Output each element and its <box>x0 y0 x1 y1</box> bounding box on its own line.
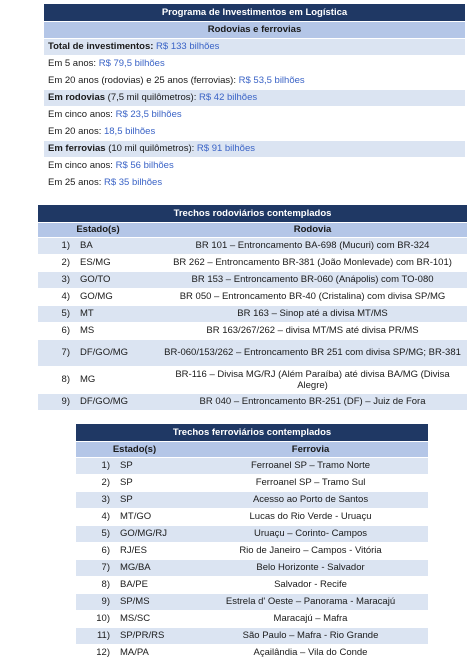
row-number: 12) <box>76 644 116 661</box>
five-years-label: Em 5 anos: <box>48 58 97 69</box>
roads-twenty-value: 18,5 bilhões <box>103 126 156 137</box>
rail-col-states: Estado(s) <box>76 441 193 457</box>
roads-table <box>38 205 467 411</box>
total-label: Total de investimentos: <box>48 41 154 52</box>
table-row <box>38 366 467 393</box>
row-number: 9) <box>76 593 116 610</box>
table-row <box>76 542 428 559</box>
row-states: SP <box>116 474 193 491</box>
table-row <box>38 322 467 339</box>
row-road: BR 163 – Sinop até a divisa MT/MS <box>158 305 467 322</box>
row-rail: Uruaçu – Corinto- Campos <box>193 525 428 542</box>
roads-five-value: R$ 23,5 bilhões <box>115 109 182 120</box>
table-row <box>38 305 467 322</box>
row-rail: Belo Horizonte - Salvador <box>193 559 428 576</box>
row-states: RJ/ES <box>116 542 193 559</box>
table-row <box>76 593 428 610</box>
table-row <box>38 393 467 410</box>
roads-value: R$ 42 bilhões <box>199 92 258 103</box>
table-row <box>38 254 467 271</box>
roads-col-road: Rodovia <box>158 222 467 237</box>
row-rail: Rio de Janeiro – Campos - Vitória <box>193 542 428 559</box>
investment-program-table <box>44 4 465 192</box>
row-states: SP <box>116 491 193 508</box>
table-row <box>76 508 428 525</box>
row-states: DF/GO/MG <box>76 339 158 366</box>
rail-col-rail: Ferrovia <box>193 441 428 457</box>
row-number: 11) <box>76 627 116 644</box>
rail-twentyfive-row <box>44 174 465 191</box>
row-states: GO/TO <box>76 271 158 288</box>
row-number: 4) <box>76 508 116 525</box>
row-states: SP/MS <box>116 593 193 610</box>
row-number: 2) <box>38 254 76 271</box>
row-number: 5) <box>38 305 76 322</box>
row-road: BR 040 – Entroncamento BR-251 (DF) – Juiz de Fora <box>158 393 467 410</box>
row-states: SP/PR/RS <box>116 627 193 644</box>
row-states: DF/GO/MG <box>76 393 158 410</box>
rail-label-rest: (10 mil quilômetros): <box>108 143 195 154</box>
row-states: GO/MG/RJ <box>116 525 193 542</box>
table-row <box>76 525 428 542</box>
row-number: 10) <box>76 610 116 627</box>
row-states: MT/GO <box>116 508 193 525</box>
row-number: 4) <box>38 288 76 305</box>
rail-five-value: R$ 56 bilhões <box>115 160 174 171</box>
table-row <box>76 627 428 644</box>
row-states: SP <box>116 457 193 474</box>
table-row <box>38 237 467 254</box>
table-row <box>38 271 467 288</box>
roads-twenty-row <box>44 123 465 140</box>
rail-twentyfive-label: Em 25 anos: <box>48 177 102 188</box>
rail-row <box>44 140 465 157</box>
row-number: 3) <box>38 271 76 288</box>
row-number: 3) <box>76 491 116 508</box>
table-row <box>76 457 428 474</box>
roads-label-rest: (7,5 mil quilômetros): <box>107 92 197 103</box>
row-road: BR 101 – Entroncamento BA-698 (Mucuri) com BR-324 <box>158 237 467 254</box>
rail-value: R$ 91 bilhões <box>196 143 256 154</box>
twenty-years-label: Em 20 anos (rodovias) e 25 anos (ferrovias): <box>48 75 236 86</box>
row-number: 2) <box>76 474 116 491</box>
table-row <box>76 610 428 627</box>
rail-five-row <box>44 157 465 174</box>
total-value: R$ 133 bilhões <box>156 41 220 52</box>
roads-five-label: Em cinco anos: <box>48 109 113 120</box>
row-rail: Açailândia – Vila do Conde <box>193 644 428 661</box>
row-states: MG <box>76 366 158 393</box>
row-states: MA/PA <box>116 644 193 661</box>
row-states: BA/PE <box>116 576 193 593</box>
program-subtitle: Rodovias e ferrovias <box>44 21 465 38</box>
row-road: BR-116 – Divisa MG/RJ (Além Paraíba) até divisa BA/MG (Divisa Alegre) <box>158 366 467 393</box>
row-number: 1) <box>38 237 76 254</box>
twenty-years-value: R$ 53,5 bilhões <box>238 75 305 86</box>
table-row <box>76 644 428 661</box>
program-title: Programa de Investimentos em Logística <box>44 4 465 21</box>
row-rail: São Paulo – Mafra - Rio Grande <box>193 627 428 644</box>
rail-twentyfive-value: R$ 35 bilhões <box>103 177 163 188</box>
rail-label-bold: Em ferrovias <box>48 143 106 154</box>
rail-table-title: Trechos ferroviários contemplados <box>76 424 428 441</box>
row-states: BA <box>76 237 158 254</box>
row-states: ES/MG <box>76 254 158 271</box>
row-states: MS <box>76 322 158 339</box>
row-states: MS/SC <box>116 610 193 627</box>
roads-five-row <box>44 106 465 123</box>
roads-table-title: Trechos rodoviários contemplados <box>38 205 467 222</box>
row-number: 7) <box>38 339 76 366</box>
five-years-value: R$ 79,5 bilhões <box>98 58 165 69</box>
row-road: BR 153 – Entroncamento BR-060 (Anápolis) com TO-080 <box>158 271 467 288</box>
table-row <box>38 288 467 305</box>
row-rail: Acesso ao Porto de Santos <box>193 491 428 508</box>
row-number: 5) <box>76 525 116 542</box>
row-rail: Maracajú – Mafra <box>193 610 428 627</box>
table-row <box>38 339 467 366</box>
table-row <box>76 576 428 593</box>
row-rail: Salvador - Recife <box>193 576 428 593</box>
roads-col-states: Estado(s) <box>38 222 158 237</box>
row-number: 6) <box>76 542 116 559</box>
row-number: 8) <box>76 576 116 593</box>
five-years-row <box>44 55 465 72</box>
roads-twenty-label: Em 20 anos: <box>48 126 102 137</box>
row-states: GO/MG <box>76 288 158 305</box>
row-rail: Lucas do Rio Verde - Uruaçu <box>193 508 428 525</box>
row-number: 8) <box>38 366 76 393</box>
row-number: 7) <box>76 559 116 576</box>
row-states: MT <box>76 305 158 322</box>
row-road: BR-060/153/262 – Entroncamento BR 251 com divisa SP/MG; BR-381 <box>158 339 467 366</box>
row-road: BR 163/267/262 – divisa MT/MS até divisa PR/MS <box>158 322 467 339</box>
twenty-years-row <box>44 72 465 89</box>
row-road: BR 050 – Entroncamento BR-40 (Cristalina) com divisa SP/MG <box>158 288 467 305</box>
row-road: BR 262 – Entroncamento BR-381 (João Monlevade) com BR-101) <box>158 254 467 271</box>
row-number: 6) <box>38 322 76 339</box>
rail-table <box>76 424 428 662</box>
row-states: MG/BA <box>116 559 193 576</box>
row-rail: Estrela d' Oeste – Panorama - Maracajú <box>193 593 428 610</box>
roads-label-bold: Em rodovias <box>48 92 106 103</box>
table-row <box>76 559 428 576</box>
rail-five-label: Em cinco anos: <box>48 160 113 171</box>
table-row <box>76 491 428 508</box>
roads-row <box>44 89 465 106</box>
row-rail: Ferroanel SP – Tramo Norte <box>193 457 428 474</box>
row-number: 9) <box>38 393 76 410</box>
table-row <box>76 474 428 491</box>
row-rail: Ferroanel SP – Tramo Sul <box>193 474 428 491</box>
row-number: 1) <box>76 457 116 474</box>
total-row <box>44 38 465 55</box>
